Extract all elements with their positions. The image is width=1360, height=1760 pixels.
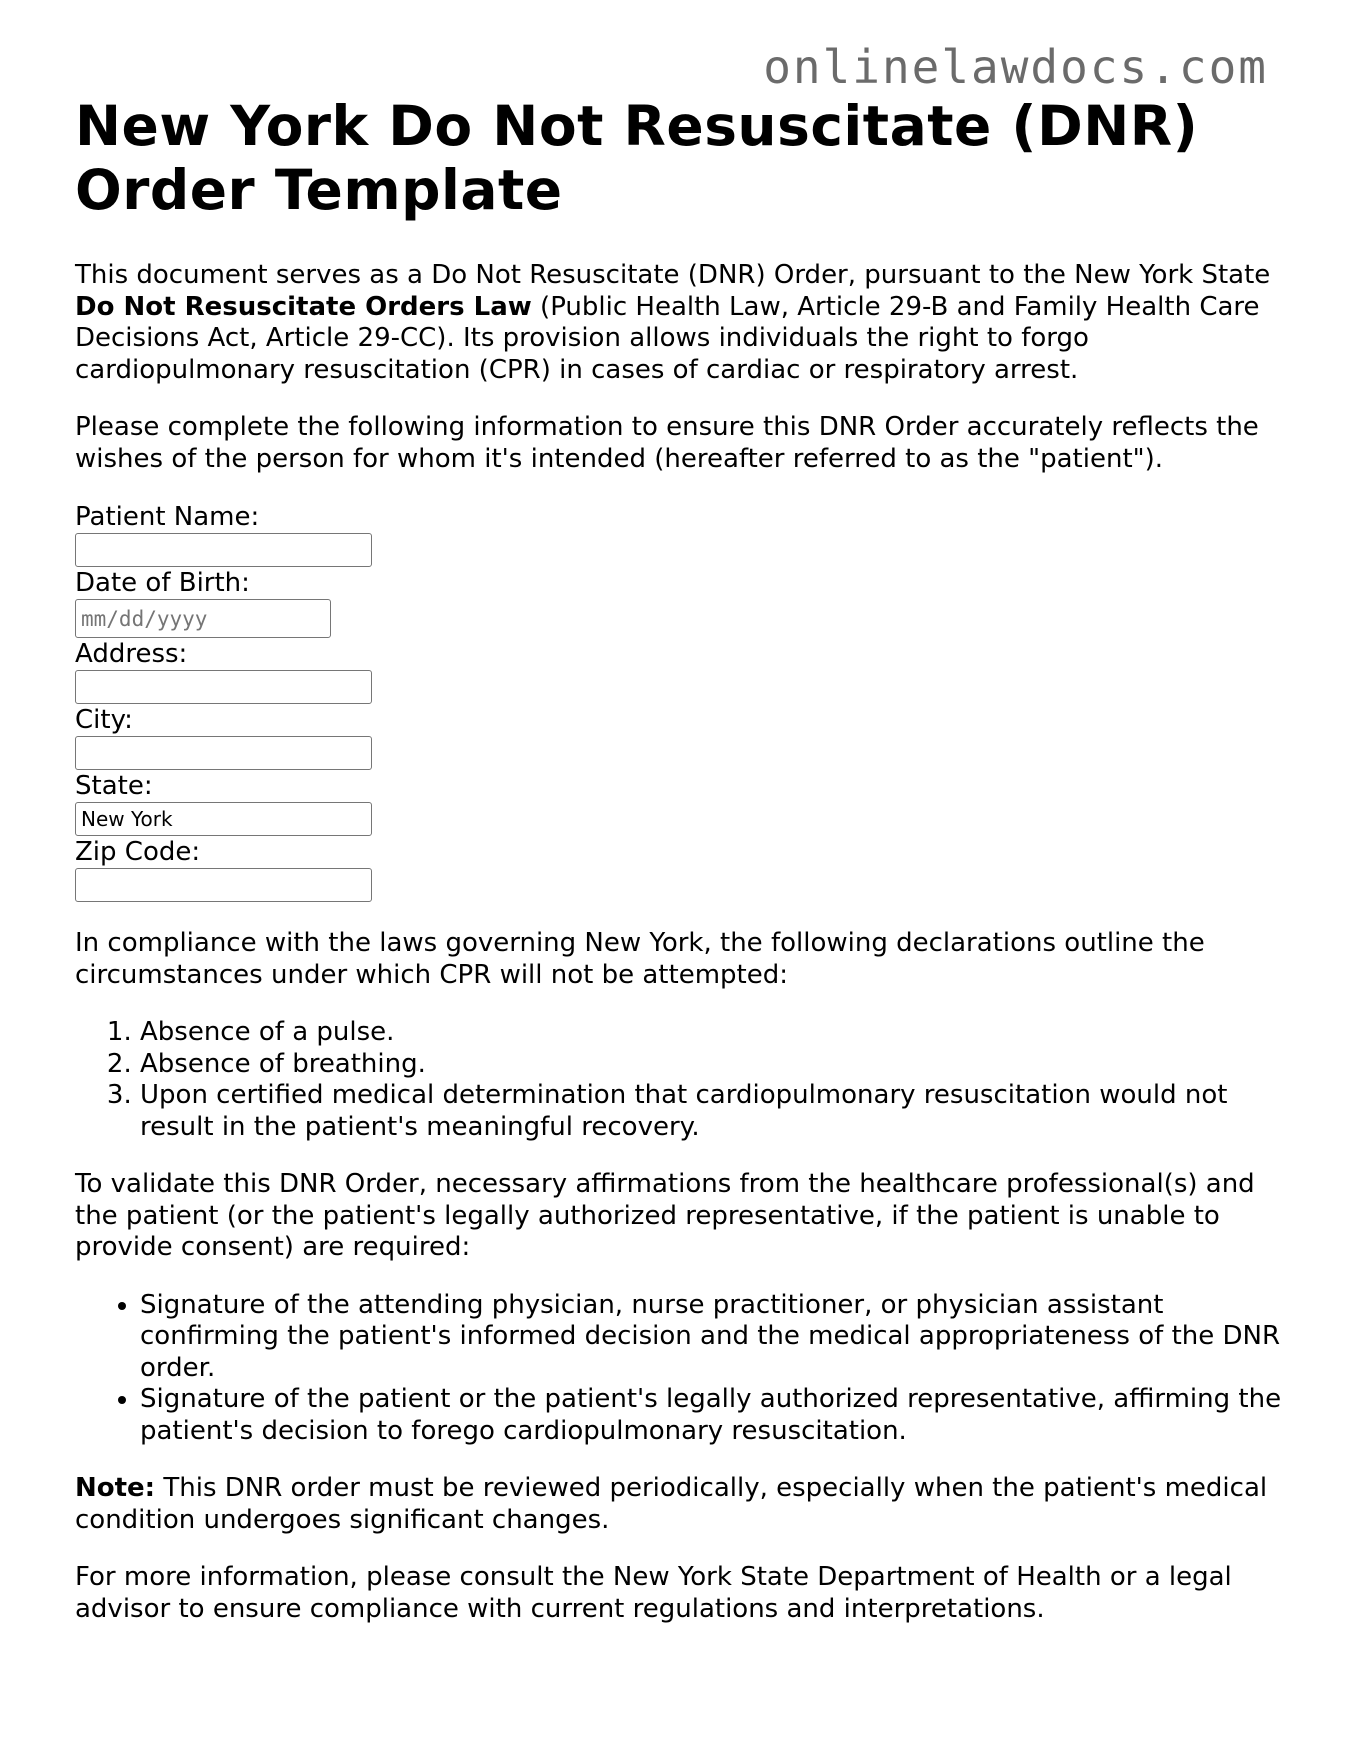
city-group	[75, 704, 1285, 770]
address-label: Address:	[75, 639, 188, 669]
law-name: Do Not Resuscitate Orders Law	[75, 291, 532, 322]
document-body	[75, 94, 1285, 1625]
condition-item: 1. Absence of a pulse.	[140, 1017, 1285, 1049]
document-title: New York Do Not Resuscitate (DNR) Order Template	[75, 94, 1199, 222]
zip-code-group	[75, 836, 1285, 902]
city-input[interactable]	[75, 736, 372, 770]
validation-paragraph: To validate this DNR Order, necessary affirmations from the healthcare professional(s) and the patient (or the patient's legally authorized representative, if the patient is unable to provide consent) are required:	[75, 1169, 1255, 1262]
compliance-paragraph: In compliance with the laws governing New York, the following declarations outline the circumstances under which CPR will not be attempted:	[75, 928, 1205, 990]
signatures-list	[75, 1290, 1285, 1448]
note-paragraph	[75, 1473, 1285, 1536]
zip-code-input[interactable]	[75, 868, 372, 902]
state-input[interactable]	[75, 802, 372, 836]
note-label: Note:	[75, 1473, 156, 1503]
condition-item: 2. Absence of breathing.	[140, 1049, 1285, 1081]
date-of-birth-label: Date of Birth:	[75, 568, 250, 598]
more-info-paragraph: For more information, please consult the New York State Department of Health or a legal advisor to ensure compliance with current regulations and interpretations.	[75, 1562, 1232, 1624]
patient-name-label: Patient Name:	[75, 502, 260, 532]
date-of-birth-input[interactable]	[75, 599, 331, 638]
date-of-birth-group	[75, 567, 1285, 638]
zip-code-label: Zip Code:	[75, 837, 201, 867]
patient-name-input[interactable]	[75, 533, 372, 567]
state-group	[75, 770, 1285, 836]
patient-name-group	[75, 501, 1285, 567]
site-watermark: onlinelawdocs.com	[763, 40, 1268, 94]
signature-item: • Signature of the attending physician, nurse practitioner, or physician assistant confirming the patient's informed decision and the medical appropriateness of the DNR order.	[140, 1290, 1285, 1385]
intro-text-after: (Public Health Law, Article 29-B and Family Health Care Decisions Act, Article 29-CC). Its provision allows individuals the right to forgo cardiopulmonary resuscitation (CPR) in cases of cardiac or respiratory arrest.	[75, 291, 1260, 385]
address-input[interactable]	[75, 670, 372, 704]
note-text: This DNR order must be reviewed periodically, especially when the patient's medical condition undergoes significant changes.	[75, 1473, 1268, 1535]
patient-info-form	[75, 501, 1285, 902]
city-label: City:	[75, 705, 133, 735]
signature-item: • Signature of the patient or the patient's legally authorized representative, affirming the patient's decision to forego cardiopulmonary resuscitation.	[140, 1384, 1285, 1447]
intro-text-before: This document serves as a Do Not Resuscitate (DNR) Order, pursuant to the New York State	[75, 260, 1271, 290]
conditions-list	[75, 1017, 1285, 1143]
address-group	[75, 638, 1285, 704]
state-label: State:	[75, 771, 153, 801]
intro-paragraph	[75, 260, 1285, 386]
instructions-paragraph: Please complete the following information to ensure this DNR Order accurately reflects the wishes of the person for whom it's intended (hereafter referred to as the "patient").	[75, 412, 1259, 474]
condition-item: 3. Upon certified medical determination that cardiopulmonary resuscitation would not result in the patient's meaningful recovery.	[140, 1080, 1285, 1143]
